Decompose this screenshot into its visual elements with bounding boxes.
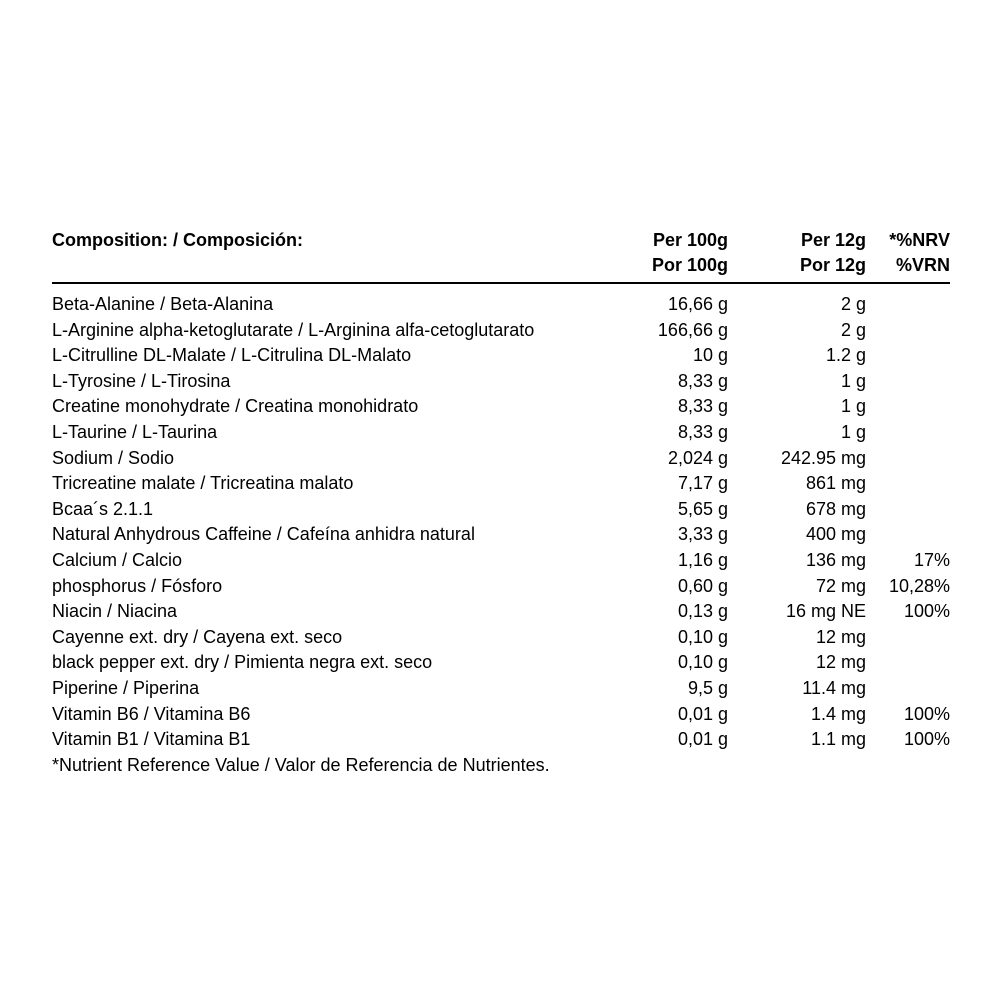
per-100g-value: 7,17 g: [677, 473, 728, 494]
table-header: [52, 228, 950, 284]
per-100g-value: 16,66 g: [667, 294, 728, 314]
per-100g-value: 9,5 g: [687, 677, 728, 698]
nrv-value: 10,28%: [888, 575, 950, 596]
ingredient-name: L-Tyrosine / L-Tirosina: [52, 370, 231, 391]
table-row: [52, 420, 950, 446]
per-100g-value: 0,01 g: [677, 729, 728, 750]
per-100g-value: 5,65 g: [677, 498, 728, 519]
table-row: [52, 394, 950, 420]
table-row: [52, 471, 950, 497]
per-100g-value: 0,01 g: [677, 703, 728, 724]
per-12g-value: 1 g: [840, 370, 866, 391]
table-row: [52, 727, 950, 753]
per-100g-value: 2,024 g: [667, 447, 728, 468]
ingredient-name: Creatine monohydrate / Creatina monohidrato: [52, 396, 419, 417]
table-row: [52, 702, 950, 728]
table-title: Composition: / Composición:: [52, 230, 303, 250]
per-12g-label-es: Por 12g: [799, 255, 866, 275]
per-100g-value: 8,33 g: [677, 421, 728, 442]
ingredient-name: Piperine / Piperina: [52, 677, 200, 698]
per-100g-value: 0,10 g: [677, 652, 728, 673]
table-row: [52, 522, 950, 548]
per-12g-value: 12 mg: [815, 626, 866, 647]
per-12g-value: 12 mg: [815, 652, 866, 673]
nrv-value: 17%: [913, 549, 950, 570]
per-100g-value: 0,13 g: [677, 601, 728, 622]
ingredient-name: Beta-Alanine / Beta-Alanina: [52, 294, 274, 314]
per-12g-value: 2 g: [840, 294, 866, 314]
ingredient-name: Vitamin B1 / Vitamina B1: [52, 729, 251, 750]
per-12g-value: 1 g: [840, 421, 866, 442]
per-12g-value: 242.95 mg: [780, 447, 866, 468]
ingredient-name: Niacin / Niacina: [52, 601, 178, 622]
table-row: [52, 574, 950, 600]
per-100g-value: 3,33 g: [677, 524, 728, 545]
nrv-column-header: [889, 228, 950, 278]
per-12g-value: 136 mg: [805, 549, 866, 570]
per-100g-value: 8,33 g: [677, 396, 728, 417]
per-12g-value: 1.4 mg: [810, 703, 866, 724]
table-row: [52, 446, 950, 472]
per-100g-value: 10 g: [692, 345, 728, 366]
per-100g-label-en: Per 100g: [652, 230, 728, 250]
table-row: [52, 625, 950, 651]
per-12g-value: 16 mg NE: [785, 601, 866, 622]
ingredient-name: phosphorus / Fósforo: [52, 575, 223, 596]
table-body: [52, 292, 950, 753]
ingredient-name: L-Citrulline DL-Malate / L-Citrulina DL-Malato: [52, 345, 412, 366]
per-100g-value: 0,60 g: [677, 575, 728, 596]
ingredient-name: black pepper ext. dry / Pimienta negra ext. seco: [52, 652, 433, 673]
ingredient-name: Calcium / Calcio: [52, 549, 183, 570]
per-12g-value: 1.2 g: [825, 345, 866, 366]
per-100g-value: 1,16 g: [677, 549, 728, 570]
table-row: [52, 369, 950, 395]
per-12g-value: 2 g: [840, 319, 866, 340]
table-row: [52, 599, 950, 625]
ingredient-name: Cayenne ext. dry / Cayena ext. seco: [52, 626, 343, 647]
per-12g-value: 1.1 mg: [810, 729, 866, 750]
per-100g-column-header: [652, 228, 728, 278]
table-row: [52, 650, 950, 676]
table-row: [52, 497, 950, 523]
nrv-label-en: *%NRV: [889, 230, 950, 250]
nrv-value: 100%: [903, 601, 950, 622]
footnote: *Nutrient Reference Value / Valor de Referencia de Nutrientes.: [52, 754, 550, 775]
table-row: [52, 676, 950, 702]
ingredient-name: Bcaa´s 2.1.1: [52, 498, 154, 519]
ingredient-name: L-Taurine / L-Taurina: [52, 421, 218, 442]
ingredient-name: Tricreatine malate / Tricreatina malato: [52, 473, 354, 494]
per-100g-value: 8,33 g: [677, 370, 728, 391]
per-12g-value: 861 mg: [805, 473, 866, 494]
per-12g-value: 400 mg: [805, 524, 866, 545]
per-12g-value: 678 mg: [805, 498, 866, 519]
ingredient-name: Sodium / Sodio: [52, 447, 175, 468]
per-100g-value: 166,66 g: [657, 319, 728, 340]
table-row: [52, 343, 950, 369]
per-100g-label-es: Por 100g: [651, 255, 728, 275]
ingredient-name: Vitamin B6 / Vitamina B6: [52, 703, 251, 724]
per-12g-value: 11.4 mg: [802, 677, 866, 698]
nrv-value: 100%: [903, 703, 950, 724]
composition-table: [52, 228, 950, 778]
per-12g-value: 72 mg: [815, 575, 866, 596]
nrv-value: 100%: [903, 729, 950, 750]
table-row: [52, 318, 950, 344]
per-12g-value: 1 g: [840, 396, 866, 417]
per-12g-column-header: [800, 228, 866, 278]
per-100g-value: 0,10 g: [677, 626, 728, 647]
nrv-label-es: %VRN: [895, 255, 950, 275]
ingredient-name: L-Arginine alpha-ketoglutarate / L-Arginina alfa-cetoglutarato: [52, 319, 535, 340]
table-row: [52, 292, 950, 318]
table-row: [52, 548, 950, 574]
ingredient-name: Natural Anhydrous Caffeine / Cafeína anhidra natural: [52, 524, 475, 545]
per-12g-label-en: Per 12g: [800, 230, 866, 250]
